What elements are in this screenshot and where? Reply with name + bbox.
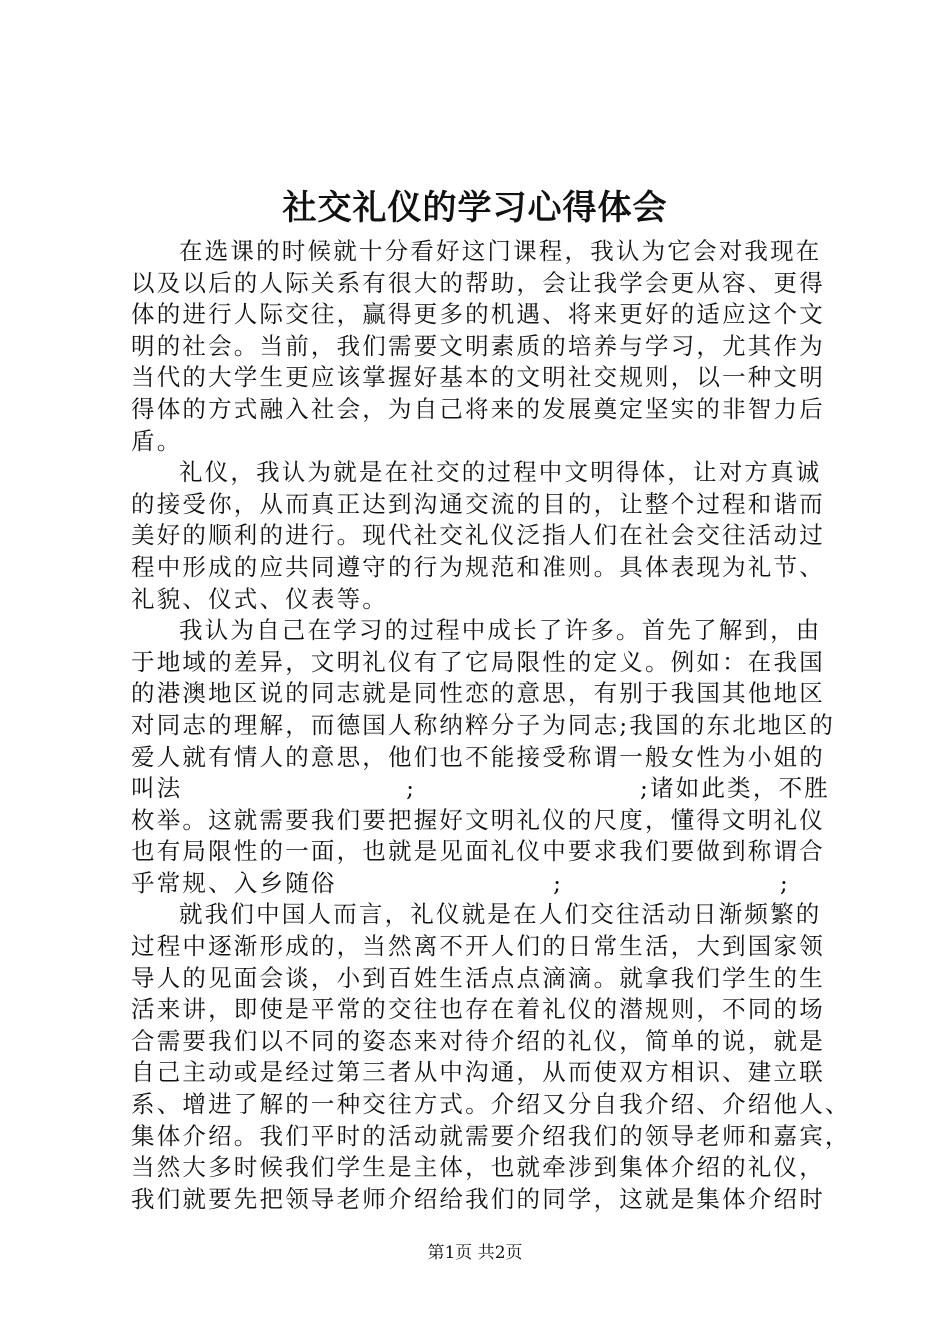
text-line: 自己主动或是经过第三者从中沟通，从而使双方相识、建立联 [131, 1058, 825, 1087]
paragraph [131, 899, 851, 1215]
text-line: 就我们中国人而言，礼仪就是在人们交往活动日渐频繁的 [179, 900, 822, 929]
text-line: 活来讲，即使是平常的交往也存在着礼仪的潜规则，不同的场 [131, 995, 825, 1024]
text-line: 爱人就有情人的意思，他们也不能接受称谓一般女性为小姐的 [131, 742, 825, 771]
paragraph [131, 236, 830, 457]
text-line: 当代的大学生更应该掌握好基本的文明社交规则，以一种文明 [131, 363, 825, 392]
text-line: 体的进行人际交往，赢得更多的机遇、将来更好的适应这个文 [131, 300, 825, 329]
text-line: 美好的顺利的进行。现代社交礼仪泛指人们在社会交往活动过 [131, 521, 825, 550]
text-line: 对同志的理解，而德国人称纳粹分子为同志;我国的东北地区的 [131, 710, 836, 739]
document-body [131, 236, 851, 1215]
text-line: 的港澳地区说的同志就是同性恋的意思，有别于我国其他地区 [131, 679, 825, 708]
page-footer: 第1页 共2页 [427, 1243, 523, 1263]
paragraph [131, 615, 836, 899]
text-line: 导人的见面会谈，小到百姓生活点点滴滴。就拿我们学生的生 [131, 963, 825, 992]
text-line: 以及以后的人际关系有很大的帮助，会让我学会更从容、更得 [131, 268, 825, 297]
text-line: 的接受你，从而真正达到沟通交流的目的，让整个过程和谐而 [131, 489, 825, 518]
text-fragment: ; [553, 868, 564, 897]
text-line: 我认为自己在学习的过程中成长了许多。首先了解到，由 [179, 616, 822, 645]
text-line-spread [131, 773, 830, 805]
text-line: 枚举。这就需要我们要把握好文明礼仪的尺度，懂得文明礼仪 [131, 805, 825, 834]
text-line: 程中形成的应共同遵守的行为规范和准则。具体表现为礼节、 [131, 552, 825, 581]
text-fragment: ; [406, 774, 417, 803]
text-line: 集体介绍。我们平时的活动就需要介绍我们的领导老师和嘉宾， [131, 1121, 851, 1150]
text-line: 于地域的差异，文明礼仪有了它局限性的定义。例如：在我国 [131, 647, 825, 676]
text-line: 礼貌、仪式、仪表等。 [131, 584, 388, 613]
text-line: 盾。 [131, 426, 183, 455]
text-line: 当然大多时候我们学生是主体，也就牵涉到集体介绍的礼仪， [131, 1153, 825, 1182]
text-line: 礼仪，我认为就是在社交的过程中文明得体，让对方真诚 [179, 458, 822, 487]
text-line: 也有局限性的一面，也就是见面礼仪中要求我们要做到称谓合 [131, 837, 825, 866]
text-line: 在选课的时候就十分看好这门课程，我认为它会对我现在 [179, 237, 822, 265]
paragraph [131, 457, 830, 615]
text-fragment: ; [779, 868, 790, 897]
text-line: 明的社会。当前，我们需要文明素质的培养与学习，尤其作为 [131, 331, 825, 360]
text-line: 过程中逐渐形成的，当然离不开人们的日常生活，大到国家领 [131, 932, 825, 961]
text-line: 系、增进了解的一种交往方式。介绍又分自我介绍、介绍他人、 [131, 1090, 851, 1119]
text-line-spread [131, 868, 830, 900]
text-line: 得体的方式融入社会，为自己将来的发展奠定坚实的非智力后 [131, 394, 825, 423]
text-fragment: ;诸如此类，不胜 [639, 774, 830, 803]
text-fragment: 乎常规、入乡随俗 [131, 868, 337, 897]
text-line: 合需要我们以不同的姿态来对待介绍的礼仪，简单的说，就是 [131, 1026, 825, 1055]
document-title: 社交礼仪的学习心得体会 [282, 188, 668, 228]
text-line: 我们就要先把领导老师介绍给我们的同学，这就是集体介绍时 [131, 1184, 825, 1213]
text-fragment: 叫法 [131, 774, 183, 803]
